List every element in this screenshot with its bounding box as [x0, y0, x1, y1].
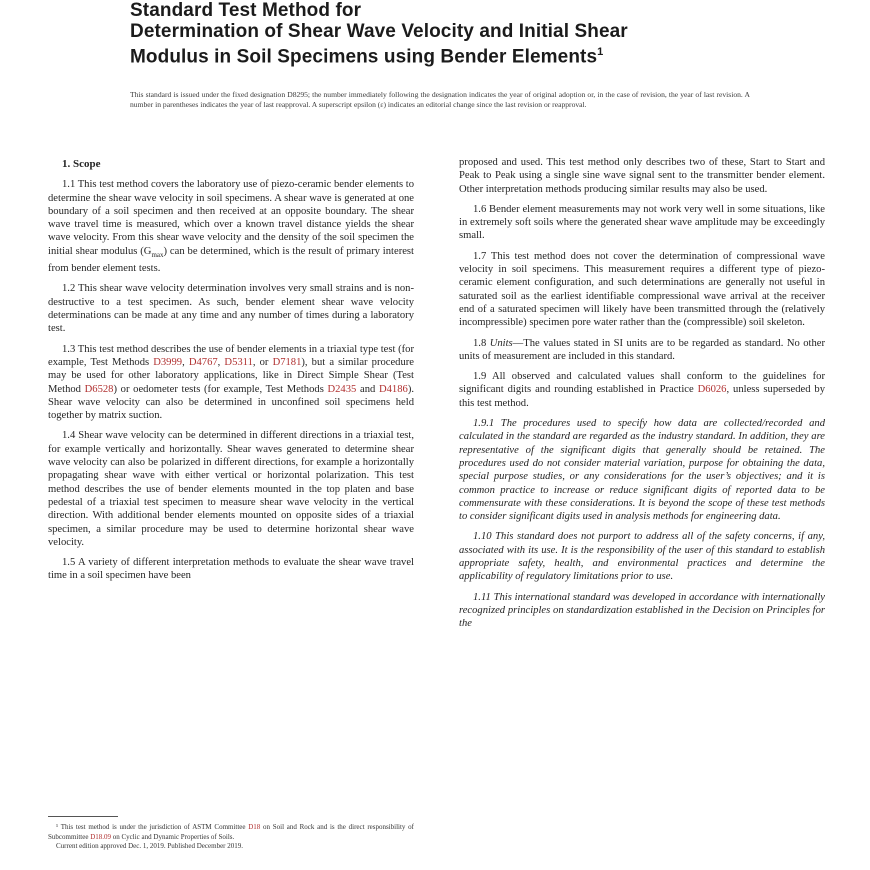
title-line-2: Determination of Shear Wave Velocity and Initial Shear — [130, 21, 628, 42]
p1-3-text-d: ). Shear wave velocity can also be determined in unconfined soil specimens held together by matrix suction. — [48, 383, 414, 422]
link-d6528[interactable]: D6528 — [84, 383, 114, 395]
right-column — [459, 156, 825, 638]
p1-3-text-a: 1.3 This test method describes the use of bender elements in a triaxial type test (for example, Test Methods — [48, 343, 414, 368]
p1-8-text-b: —The values stated in SI units are to be regarded as standard. No other units of measurement are included in this standard. — [459, 337, 825, 362]
paragraph-1-5-cont: proposed and used. This test method only describes two of these, Start to Start and Peak to Peak using a single sine wave signal sent to the transmitter bender element. Other interpretation methods producing similar results may also be used. — [459, 157, 825, 195]
paragraph-1-10 — [459, 530, 825, 583]
title-line-1: Standard Test Method for — [130, 0, 362, 21]
fn1-text-b: on Soil and Rock and is the direct responsibility of Subcommittee — [48, 823, 414, 841]
title-line-3-text: Modulus in Soil Specimens using Bender Elements — [130, 46, 598, 68]
title-line-3 — [130, 42, 750, 67]
p1-3-text-c: ) or oedometer tests (for example, Test Methods — [113, 383, 328, 395]
p1-9-text-a: 1.9 All observed and calculated values shall conform to the guidelines for significant digits and rounding established in Practice — [459, 371, 825, 396]
p1-3-sep-2: , — [217, 356, 225, 368]
section-title: Scope — [73, 158, 101, 170]
link-d5311[interactable]: D5311 — [224, 356, 253, 368]
section-heading — [48, 158, 414, 171]
p1-1-text-a: 1.1 This test method covers the laboratory use of piezo-ceramic bender elements to determine the shear wave velocity in soil specimens. A shear wave is generated at one boundary of a soil specimen and then received at an opposite boundary. The shear wave travel time is measured, which over a known travel distance yields the shear wave velocity. From this shear wave velocity and the density of the soil specimen the initial shear modulus (G — [48, 179, 414, 257]
paragraph-1-11 — [459, 591, 825, 631]
p1-8-units-label: Units — [489, 337, 513, 349]
paragraph-1-8 — [459, 337, 825, 364]
p1-3-text-b: ), but a similar procedure may be used for other laboratory applications, like in Direct Simple Shear (Test Method — [48, 356, 414, 395]
fn1-text-a: ¹ This test method is under the jurisdiction of ASTM Committee — [56, 823, 249, 831]
left-column — [48, 158, 414, 590]
p1-10-text: 1.10 This standard does not purport to address all of the safety concerns, if any, associated with its use. It is the responsibility of the user of this standard to establish appropriate safety, health, and environmental practices and determine the applicability of regulatory limitations prior to use. — [459, 531, 825, 583]
paragraph-1-9 — [459, 370, 825, 410]
p1-1-subscript: max — [151, 250, 164, 259]
paragraph-1-3 — [48, 343, 414, 423]
footnote-1 — [48, 823, 414, 842]
link-d2435[interactable]: D2435 — [327, 383, 357, 395]
paragraph-1-9-1 — [459, 417, 825, 523]
paragraph-1-7: 1.7 This test method does not cover the determination of compressional wave velocity in soil specimens. This measurement requires a different type of piezo-ceramic element configuration, and such determinations are generally not useful in saturated soil as the earliest identifiable compressional wave arrival at the receiver end of a saturated specimen will likely have been transmitted through the (relatively incompressible) specimen pore water rather than the (compressible) soil skeleton. — [459, 250, 825, 329]
link-d18-09[interactable]: D18.09 — [90, 832, 112, 841]
paragraph-1-6: 1.6 Bender element measurements may not work very well in some situations, like in extremely soft soils where the generated shear wave amplitude may be exceedingly small. — [459, 203, 825, 242]
link-d18[interactable]: D18 — [248, 823, 261, 831]
p1-3-sep-4: and — [356, 383, 379, 395]
p1-8-text-a: 1.8 — [473, 337, 490, 349]
footnote-2: Current edition approved Dec. 1, 2019. Published December 2019. — [56, 842, 244, 850]
paragraph-1-1 — [48, 178, 414, 275]
title-footnote-mark: 1 — [597, 46, 604, 58]
p1-9-text-b: , unless superseded by this test method. — [459, 384, 825, 409]
link-d7181[interactable]: D7181 — [272, 356, 302, 368]
designation-notice: This standard is issued under the fixed designation D8295; the number immediately following the designation indicates the year of original adoption or, in the case of revision, the year of last revision. A number in parentheses indicates the year of last reapproval. A superscript epsilon (ε) indicates an editorial change since the last revision or reapproval. — [130, 90, 750, 109]
p1-9-1-text: 1.9.1 The procedures used to specify how data are collected/recorded and calculated in the standard are regarded as the industry standard. In addition, they are representative of the significant digits that generally should be retained. The procedures used do not consider material variation, purpose for obtaining the data, special purpose studies, or any considerations for the user’s objectives; and it is common practice to increase or reduce significant digits of reported data to be commensurate with these considerations. It is beyond the scope of these test methods to consider significant digits used in analysis methods for engineering data. — [459, 418, 825, 523]
paragraph-1-2: 1.2 This shear wave velocity determination involves very small strains and is non-destructive to a test specimen. As such, bender element shear wave velocity determinations can be made at any time and any number of times during a laboratory test. — [48, 283, 414, 335]
link-d4186[interactable]: D4186 — [378, 383, 408, 395]
footnotes — [48, 816, 414, 852]
paragraph-1-5-start: 1.5 A variety of different interpretation methods to evaluate the shear wave travel time in a soil specimen have been — [48, 557, 414, 582]
link-d6026[interactable]: D6026 — [697, 384, 727, 396]
document-title — [130, 0, 750, 67]
link-d4767[interactable]: D4767 — [188, 356, 218, 368]
paragraph-1-4: 1.4 Shear wave velocity can be determined in different directions in a triaxial test, for example vertically and horizontally. Shear waves generated to determine shear wave velocity can also be polarized in different directions, for example a horizontally propagating shear wave with either vertical or horizontal polarization. This test method describes the use of bender elements mounted in the top platen and base pedestal of a triaxial test specimen to measure shear wave velocity in the vertical direction. With additional bender elements mounted on opposite sides of a triaxial specimen, a similar procedure may be used to determine horizontal shear wave velocity. — [48, 430, 414, 548]
p1-3-sep-3: , or — [252, 356, 273, 368]
footnote-rule — [48, 816, 118, 817]
section-number: 1. — [62, 158, 71, 170]
p1-3-sep-1: , — [182, 356, 189, 368]
fn1-text-c: on Cyclic and Dynamic Properties of Soils. — [111, 832, 235, 841]
p1-11-text: 1.11 This international standard was developed in accordance with internationally recognized principles on standardization established in the Decision on Principles for the — [459, 591, 825, 630]
link-d3999[interactable]: D3999 — [153, 356, 183, 368]
p1-1-text-b: ) can be determined, which is the result of primary interest from bender element tests. — [48, 245, 414, 275]
